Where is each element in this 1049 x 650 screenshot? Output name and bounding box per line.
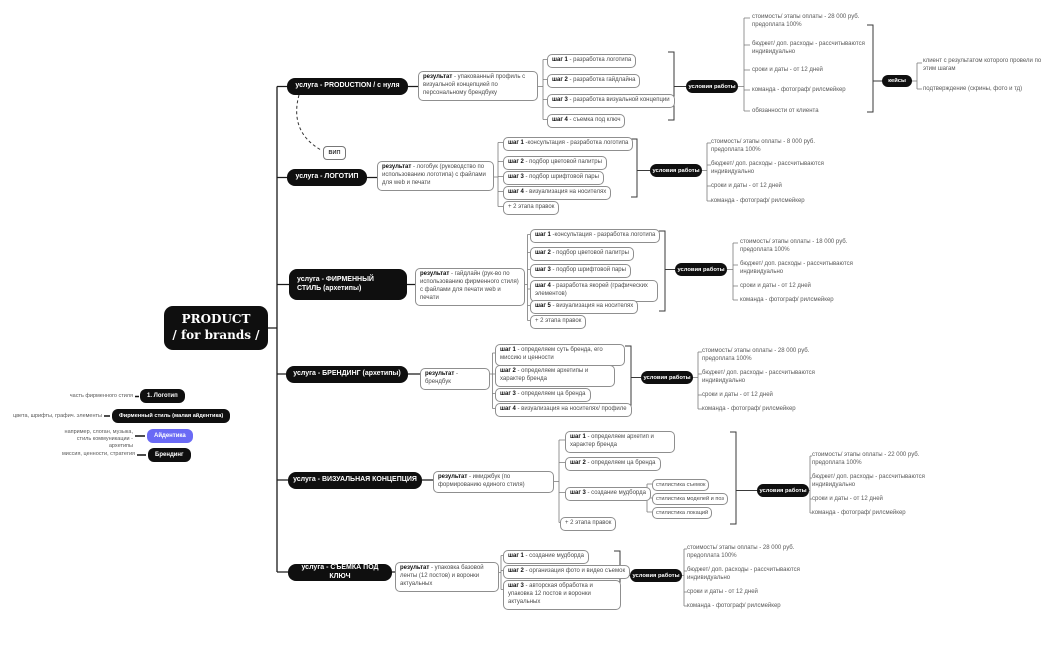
step-text: - разработка якорей (графических элементов) [535,283,648,297]
step-text: - визуализация на носителях [550,303,634,309]
result-text: - гайдлайн (рук-во по использованию фирменного стиля) с файлами для печати web и печати [420,271,519,301]
step-text: - авторская обработка и упаковка 12 постов и воронки актуальных [508,583,593,605]
condition-item[interactable]: команда - фотограф/ рилсмейкер [812,510,906,516]
result-text: - брендбук [425,371,458,385]
root-title-line2: / for brands / [172,328,260,342]
step-text: - разработка гайдлайна [567,77,636,83]
result-node[interactable] [418,71,538,101]
root-node[interactable] [164,306,268,350]
result-node[interactable] [395,562,499,592]
condition-item[interactable]: сроки и даты - от 12 дней [740,283,811,289]
condition-item[interactable]: обязанности от клиента [752,108,819,114]
extra-step-node[interactable]: + 2 этапа правок [530,315,586,329]
step-label: шаг 1 [500,347,516,353]
step-node[interactable] [495,344,625,366]
step-label: шаг 2 [500,368,516,374]
vip-label: ВИП [328,150,341,156]
condition-item[interactable]: сроки и даты - от 12 дней [812,496,883,502]
step-text: - разработка визуальной концепции [567,97,670,103]
result-label: результат [382,164,412,170]
step-text: - разработка логотипа [567,57,632,63]
service-node-logotype[interactable]: услуга - ЛОГОТИП [287,169,367,186]
step-text: -консультация - разработка логотипа [550,232,656,238]
case-item[interactable]: клиент с результатом которого провели по этим шагам [923,58,1042,73]
step-node[interactable] [503,565,630,579]
legend-node-label: 1. Логотип [147,393,178,399]
step-text: - организация фото и видео съемок [523,568,626,574]
step-node[interactable] [565,457,661,471]
service-node-brand-style[interactable]: услуга - ФИРМЕННЫЙ СТИЛЬ (архетипы) [289,269,407,300]
condition-item[interactable]: бюджет/ доп. расходы - рассчитываются индивидуально [711,161,824,176]
step-text: - определяем архетип и характер бренда [570,434,654,448]
extra-step-node[interactable]: + 2 этапа правок [560,517,616,531]
condition-item[interactable]: сроки и даты - от 12 дней [687,589,758,595]
step-node[interactable] [503,580,621,610]
step-node[interactable] [530,280,658,302]
service-node-turnkey-shoot[interactable]: услуга - СЪЕМКА ПОД КЛЮЧ [288,564,392,581]
step-label: шаг 4 [500,406,516,412]
legend-label[interactable]: часть фирменного стиля [69,393,133,399]
legend-label[interactable]: миссия, ценности, стратегия [62,451,135,457]
condition-item[interactable]: сроки и даты - от 12 дней [711,183,782,189]
step-node[interactable] [503,156,607,170]
step-node[interactable] [547,54,636,68]
service-node-branding[interactable]: услуга - БРЕНДИНГ (архетипы) [286,366,408,383]
substep-node[interactable]: стилистика моделей и поз [652,493,728,505]
result-text: - упакованный профиль с визуальной концепцией по персональному брендбуку [423,74,526,96]
step-text: - визуализация на носителях [523,189,607,195]
step-text: - подбор цветовой палитры [550,250,629,256]
step-node[interactable] [565,431,675,453]
condition-item[interactable]: стоимость/ этапы оплаты - 8 000 руб. предоплата 100% [711,139,816,154]
step-node[interactable] [547,94,675,108]
substep-node[interactable]: стилистика локаций [652,507,712,519]
cases-pill[interactable]: кейсы [882,75,912,87]
result-text: - логобук (руководство по использованию логотипа) с файлами для web и печати [382,164,486,186]
legend-node-logo[interactable] [140,389,185,403]
condition-item[interactable]: команда - фотограф/ рилсмейкер [711,198,805,204]
condition-item[interactable]: бюджет/ доп. расходы - рассчитываются индивидуально [702,370,815,385]
legend-node-style[interactable] [112,409,230,423]
condition-item[interactable]: стоимость/ этапы оплаты - 28 000 руб. предоплата 100% [752,14,860,29]
step-label: шаг 3 [570,490,586,496]
step-text: - визуализация на носителях/ профиле [515,406,627,412]
step-node[interactable] [547,74,640,88]
step-label: шаг 1 [508,140,524,146]
legend-node-label: Айдентика [154,433,186,439]
step-node[interactable] [503,186,611,200]
case-item[interactable]: подтверждение (скрины, фото и тд) [923,86,1023,92]
step-label: шаг 1 [535,232,551,238]
step-text: - подбор шрифтовой пары [523,174,599,180]
result-node[interactable] [415,268,525,306]
step-text: - создание мудборда [585,490,646,496]
conditions-pill[interactable]: условия работы [650,164,702,177]
condition-item[interactable]: бюджет/ доп. расходы - рассчитываются индивидуально [752,41,865,56]
step-label: шаг 2 [570,460,586,466]
step-label: шаг 2 [535,250,551,256]
step-node[interactable] [547,114,625,128]
step-label: шаг 1 [570,434,586,440]
condition-item[interactable]: сроки и даты - от 12 дней [752,67,823,73]
step-node[interactable] [530,264,631,278]
result-text: - упаковка базовой ленты (12 постов) и воронки актуальных [400,565,484,587]
condition-item[interactable]: стоимость/ этапы оплаты - 28 000 руб. предоплата 100% [702,348,810,363]
result-node[interactable] [433,471,554,493]
step-node[interactable] [530,247,634,261]
condition-item[interactable]: стоимость/ этапы оплаты - 22 000 руб. предоплата 100% [812,452,920,467]
step-label: шаг 3 [500,391,516,397]
step-text: - определяем суть бренда, его миссию и ценности [500,347,603,361]
root-title-line1: PRODUCT [181,312,251,327]
substep-node[interactable]: стилистика съемок [652,479,709,491]
step-text: - определяем ца бренда [585,460,656,466]
step-label: шаг 4 [535,283,551,289]
step-node[interactable] [503,550,589,564]
condition-item[interactable]: команда - фотограф/ рилсмейкер [702,406,796,412]
result-node[interactable] [420,368,490,390]
step-node[interactable] [565,487,651,501]
result-text: - имиджбук (по формированию единого стиля) [438,474,525,488]
step-label: шаг 2 [552,77,568,83]
legend-node-branding[interactable] [148,448,191,462]
condition-item[interactable]: бюджет/ доп. расходы - рассчитываются индивидуально [740,261,853,276]
step-label: шаг 1 [552,57,568,63]
step-label: шаг 3 [508,583,524,589]
conditions-pill[interactable]: условия работы [675,263,727,276]
legend-node-identity[interactable] [147,429,193,443]
step-node[interactable] [503,137,633,151]
step-text: - создание мудборда [523,553,584,559]
service-node-visual-concept[interactable]: услуга - ВИЗУАЛЬНАЯ КОНЦЕПЦИЯ [288,472,422,489]
result-label: результат [425,371,455,377]
result-label: результат [438,474,468,480]
legend-node-label: Фирменный стиль (малая айдентика) [119,413,224,419]
condition-item[interactable]: команда - фотограф/ рилсмейкер [687,603,781,609]
step-node[interactable] [495,403,632,417]
vip-node[interactable] [323,146,346,160]
result-label: результат [420,271,450,277]
step-node[interactable] [503,171,604,185]
condition-item[interactable]: команда - фотограф/ рилсмейкер [740,297,834,303]
step-node[interactable] [530,300,638,314]
extra-step-node[interactable]: + 2 этапа правок [503,201,559,215]
legend-label[interactable]: например, слоган, музыка, стиль коммуникации - архетипы [64,429,133,450]
step-text: - подбор шрифтовой пары [550,267,626,273]
condition-item[interactable]: бюджет/ доп. расходы - рассчитываются индивидуально [812,474,925,489]
step-label: шаг 3 [508,174,524,180]
condition-item[interactable]: стоимость/ этапы оплаты - 28 000 руб. предоплата 100% [687,545,795,560]
step-node[interactable] [495,388,591,402]
step-text: - подбор цветовой палитры [523,159,602,165]
step-node[interactable] [530,229,660,243]
conditions-pill[interactable]: условия работы [757,484,809,497]
step-label: шаг 3 [535,267,551,273]
step-text: - съемка под ключ [567,117,621,123]
legend-label[interactable]: цвета, шрифты, графич. элементы [13,413,102,419]
condition-item[interactable]: сроки и даты - от 12 дней [702,392,773,398]
result-label: результат [400,565,430,571]
step-label: шаг 4 [552,117,568,123]
condition-item[interactable]: бюджет/ доп. расходы - рассчитываются индивидуально [687,567,800,582]
step-text: -консультация - разработка логотипа [523,140,629,146]
step-label: шаг 2 [508,159,524,165]
conditions-pill[interactable]: условия работы [686,80,738,93]
legend-node-label: Брендинг [155,452,184,458]
step-label: шаг 2 [508,568,524,574]
step-node[interactable] [495,365,615,387]
result-node[interactable] [377,161,494,191]
step-text: - определяем архетипы и характер бренда [500,368,589,382]
conditions-pill[interactable]: условия работы [641,371,693,384]
service-node-production[interactable]: услуга - PRODUCTION / с нуля [287,78,408,95]
conditions-pill[interactable]: условия работы [630,569,682,582]
condition-item[interactable]: команда - фотограф/ рилсмейкер [752,87,846,93]
step-label: шаг 1 [508,553,524,559]
step-label: шаг 5 [535,303,551,309]
step-label: шаг 4 [508,189,524,195]
step-text: - определяем ца бренда [515,391,586,397]
condition-item[interactable]: стоимость/ этапы оплаты - 18 000 руб. предоплата 100% [740,239,848,254]
result-label: результат [423,74,453,80]
step-label: шаг 3 [552,97,568,103]
